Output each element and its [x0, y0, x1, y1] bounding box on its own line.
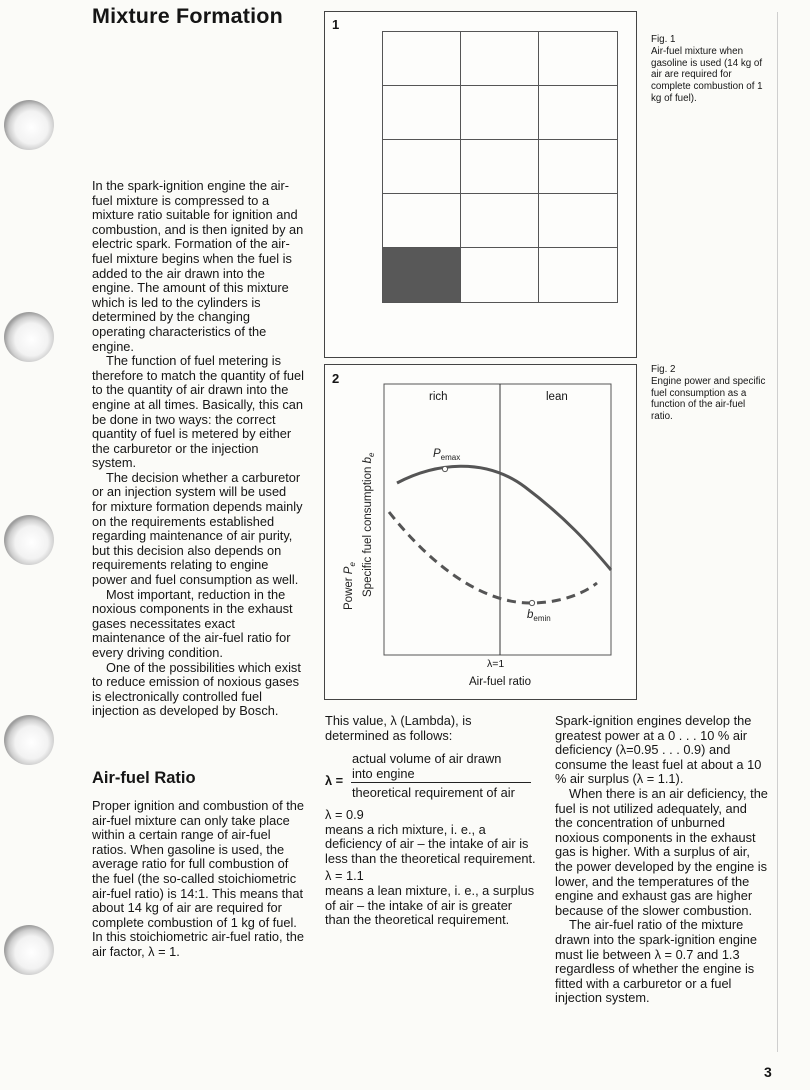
lean-label: lean [546, 391, 568, 403]
power-curve [397, 466, 611, 570]
grid-cell [461, 32, 539, 86]
figure-number: 2 [332, 371, 340, 386]
fuel-cell [383, 248, 461, 302]
fuel-consumption-curve [389, 512, 597, 603]
bemin-sub: emin [533, 614, 551, 623]
power-consumption-chart [325, 365, 635, 697]
grid-cell [539, 140, 617, 194]
paragraph: Spark-ignition engines develop the greatest power at a 0 . . . 10 % air deficiency (λ=0.95 . . . 0.9) and consume the least fuel at about a 10 % air surplus (λ = 1.1). [555, 713, 762, 787]
lambda-intro [325, 714, 537, 743]
grid-cell [383, 194, 461, 248]
grid-cell [383, 86, 461, 140]
paragraph: When there is an air deficiency, the fuel is not utilized adequately, and the concentration of unburned noxious components in the exhaust gas is higher. With a surplus of air, the power developed by the engine is lower, and the temperatures of the engine and exhaust gas are higher because of the slower combustion. [555, 785, 768, 918]
rich-text: means a rich mixture, i. e., a deficiency of air – the intake of air is less than the theoretical requirement. [325, 821, 536, 866]
rich-value: λ = 0.9 [325, 807, 364, 822]
lean-text: means a lean mixture, i. e., a surplus of air – the intake of air is greater than the theoretical requirement. [325, 882, 535, 928]
grid-cell [539, 194, 617, 248]
grid-cell [383, 32, 461, 86]
y-axis-fuel-subscript: e [367, 452, 376, 457]
binder-hole [4, 312, 54, 362]
lambda-formula [325, 750, 540, 806]
grid-cell [539, 86, 617, 140]
fraction-bar [351, 782, 531, 783]
left-column-text [92, 179, 304, 719]
fraction-numerator: actual volume of air drawn into engine [352, 751, 502, 781]
grid-cell [461, 86, 539, 140]
bemin-label [527, 609, 551, 623]
bemin-main: b [527, 609, 534, 621]
caption-text: Air-fuel mixture when gasoline is used (14 kg of air are required for complete combustion of 1 kg of fuel). [651, 45, 763, 104]
paragraph: The air-fuel ratio of the mixture drawn into the spark-ignition engine must lie between λ = 0.7 and 1.3 regardless of whether the engine is fitted with a carburetor or a fuel injection system. [555, 917, 758, 1006]
caption-text: Engine power and specific fuel consumption as a function of the air-fuel ratio. [651, 375, 766, 423]
y-axis-power-subscript: e [348, 562, 357, 567]
grid-cell [461, 194, 539, 248]
x-axis-label: Air-fuel ratio [469, 676, 531, 688]
lambda-definitions [325, 808, 537, 928]
grid-cell [461, 140, 539, 194]
figure-number: 1 [332, 17, 340, 32]
binder-hole [4, 515, 54, 565]
ratio-paragraph [92, 799, 304, 960]
lambda-symbol: λ = [325, 773, 344, 788]
binder-hole [4, 925, 54, 975]
figure-1-caption [651, 34, 769, 105]
lambda-one-label: λ=1 [487, 658, 505, 670]
grid-cell [539, 248, 617, 302]
binder-hole [4, 100, 54, 150]
page-title: Mixture Formation [92, 4, 283, 28]
right-column-text [555, 714, 768, 1006]
grid-cell [461, 248, 539, 302]
fraction-denominator: theoretical requirement of air [352, 785, 515, 800]
page-number: 3 [764, 1064, 772, 1080]
pemax-main: P [433, 448, 441, 460]
pemax-label [433, 448, 460, 462]
pemax-sub: emax [440, 453, 461, 462]
rich-label: rich [429, 391, 448, 403]
y-axis-power: Power [343, 577, 355, 610]
paragraph: This value, λ (Lambda), is determined as follows: [325, 713, 472, 743]
paragraph: One of the possibilities which exist to reduce emission of noxious gases is electronically controlled fuel injection as developed by Bosch. [92, 659, 301, 719]
section-heading: Air-fuel Ratio [92, 769, 196, 787]
paragraph: Most important, reduction in the noxious components in the exhaust gases necessitates exact maintenance of the air-fuel ratio for every driving condition. [92, 586, 293, 660]
y-axis-fuel-symbol: b [362, 456, 374, 464]
grid-cell [539, 32, 617, 86]
binder-hole [4, 715, 54, 765]
figure-2-caption [651, 364, 769, 423]
page-edge-line [777, 12, 778, 1052]
caption-label: Fig. 2 [651, 364, 676, 375]
y-axis-power-symbol: P [343, 566, 355, 575]
grid-cell [383, 140, 461, 194]
paragraph: In the spark-ignition engine the air-fuel mixture is compressed to a mixture ratio suitable for ignition and combustion, and is then ignited by an electric spark. Formation of the air-fuel mixture begins when the fuel is added to the air drawn into the engine. The amount of this mixture which is led to the cylinders is determined by the changing operating characteristics of the engine. [92, 178, 304, 354]
pemax-point [442, 466, 447, 471]
mixture-grid [382, 31, 618, 303]
paragraph: The decision whether a carburetor or an injection system will be used for mixture formation depends mainly on the requirements established regarding maintenance of air purity, but this decision also depends on requirements relating to engine power and fuel consumption as well. [92, 469, 303, 588]
y-axis-fuel: Specific fuel consumption [362, 466, 374, 597]
plot-frame [384, 384, 611, 655]
bemin-point [529, 600, 534, 605]
lean-value: λ = 1.1 [325, 868, 364, 884]
caption-label: Fig. 1 [651, 34, 676, 45]
paragraph: The function of fuel metering is therefore to match the quantity of fuel to the quantity of air drawn into the engine at all times. Basically, this can be done in two ways: the correct quantity of fuel is metered by either the carburetor or the injection system. [92, 353, 304, 471]
paragraph: Proper ignition and combustion of the air-fuel mixture can only take place within a certain range of air-fuel ratios. When gasoline is used, the average ratio for full combustion of the fuel (the so-called stoichiometric air-fuel ratio) is 14:1. This means that about 14 kg of air are required for complete combustion of 1 kg of fuel. In this stoichiometric air-fuel ratio, the air factor, λ = 1. [92, 798, 304, 959]
y-axis-label-fuel [362, 452, 376, 597]
y-axis-label [343, 562, 357, 610]
